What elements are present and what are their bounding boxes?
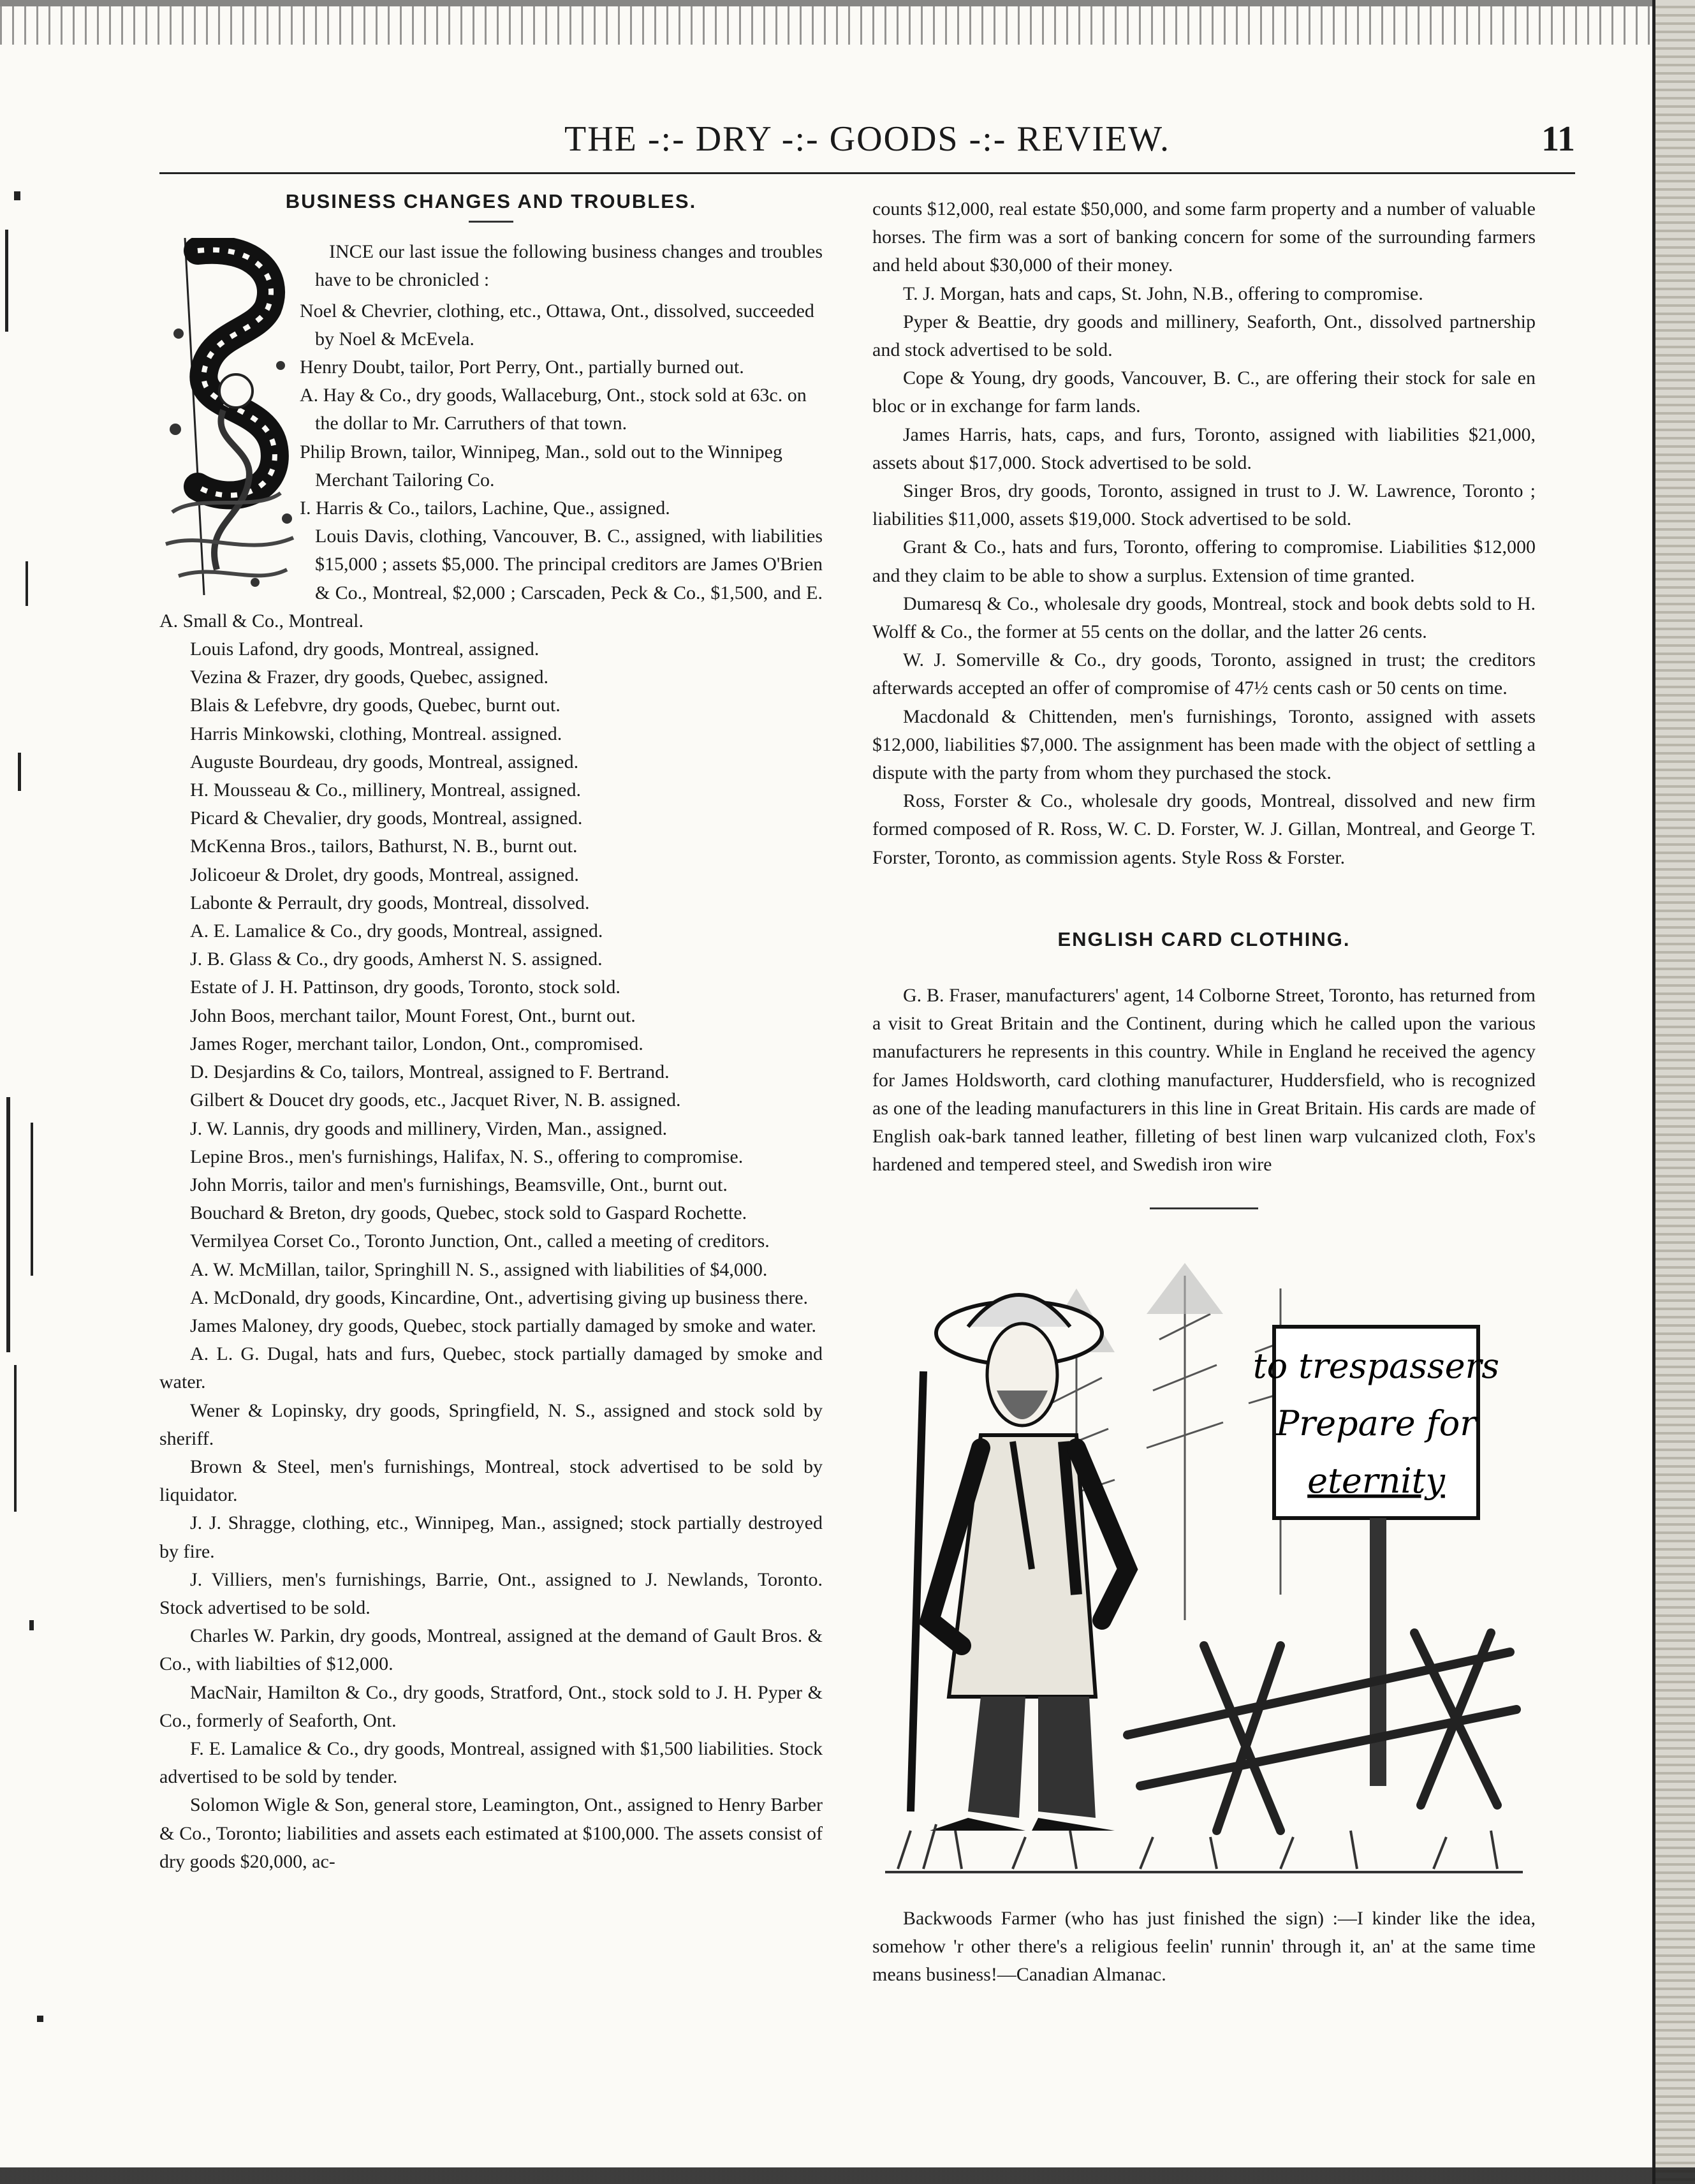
list-item: H. Mousseau & Co., millinery, Montreal, assigned. <box>190 779 581 801</box>
paragraph: A. McDonald, dry goods, Kincardine, Ont., advertising giving up business there. <box>190 1287 809 1308</box>
paragraph: Singer Bros, dry goods, Toronto, assigned in trust to J. W. Lawrence, Toronto ; liabilities $11,000, assets $19,000. Stock advertised to be sold. <box>872 480 1536 530</box>
section-heading-card-clothing: ENGLISH CARD CLOTHING. <box>1057 927 1351 950</box>
paragraph: Brown & Steel, men's furnishings, Montreal, stock advertised to be sold by liquidator. <box>159 1456 823 1506</box>
paragraph: T. J. Morgan, hats and caps, St. John, N.B., offering to compromise. <box>903 283 1423 304</box>
paragraph: James Harris, hats, caps, and furs, Toronto, assigned with liabilities $21,000, assets about $17,000. Stock advertised to be sold. <box>872 424 1536 473</box>
paragraph: G. B. Fraser, manufacturers' agent, 14 Colborne Street, Toronto, has returned from a visit to Great Britain and the Continent, during which he called upon the various manufacturers he represents in this country. While in England he received the agency for James Holdsworth, card clothing manufacturer, Huddersfield, who is recognized as one of the leading manufacturers in this line in Great Britain. His cards are made of English oak-bark tanned leather, filleting of best linen warp vulcanized cloth, Fox's hardened and tempered steel, and Swedish iron wire <box>872 985 1536 1176</box>
list-item: Henry Doubt, tailor, Port Perry, Ont., partially burned out. <box>300 357 744 378</box>
list-item: Noel & Chevrier, clothing, etc., Ottawa, Ont., dissolved, succeeded by Noel & McEvela. <box>300 300 814 350</box>
right-column <box>872 179 1536 2092</box>
paragraph: Grant & Co., hats and furs, Toronto, offering to compromise. Liabilities $12,000 and they claim to be able to show a surplus. Extension of time granted. <box>872 536 1536 586</box>
list-item: John Boos, merchant tailor, Mount Forest, Ont., burnt out. <box>190 1005 636 1026</box>
paragraph: A. W. McMillan, tailor, Springhill N. S., assigned with liabilities of $4,000. <box>190 1258 768 1280</box>
section-heading-business-changes: BUSINESS CHANGES AND TROUBLES. <box>285 190 697 212</box>
list-item: James Roger, merchant tailor, London, Ont., compromised. <box>190 1033 643 1054</box>
paragraph: A. L. G. Dugal, hats and furs, Quebec, stock partially damaged by smoke and water. <box>159 1343 823 1393</box>
sign-text-line-2: Prepare for <box>1275 1403 1477 1443</box>
paragraph: Macdonald & Chittenden, men's furnishings, Toronto, assigned with assets $12,000, liabilities $7,000. The assignment has been made with the object of settling a dispute with the party from whom they purchased the stock. <box>872 705 1536 784</box>
paragraph: F. E. Lamalice & Co., dry goods, Montreal, assigned with $1,500 liabilities. Stock advertised to be sold by tender. <box>159 1738 823 1788</box>
list-item: Louis Davis, clothing, Vancouver, B. C., assigned, with liabilities $15,000 ; assets $5,000. The principal creditors are James O'Brien & Co., Montreal, $2,000 ; Carscaden, Peck & Co., $1,500, and E. A. Small & Co., Montreal. <box>159 526 823 631</box>
paragraph: MacNair, Hamilton & Co., dry goods, Stratford, Ont., stock sold to J. H. Pyper & Co., formerly of Seaforth, Ont. <box>159 1681 823 1731</box>
list-item: Philip Brown, tailor, Winnipeg, Man., sold out to the Winnipeg Merchant Tailoring Co. <box>300 441 782 491</box>
list-item: Jolicoeur & Drolet, dry goods, Montreal, assigned. <box>190 864 579 885</box>
paragraph: Bouchard & Breton, dry goods, Quebec, stock sold to Gaspard Rochette. <box>190 1202 747 1224</box>
page-number: 11 <box>1541 119 1575 159</box>
list-item: McKenna Bros., tailors, Bathurst, N. B., burnt out. <box>190 836 578 857</box>
list-item: Blais & Lefebvre, dry goods, Quebec, burnt out. <box>190 695 561 716</box>
list-item: Auguste Bourdeau, dry goods, Montreal, assigned. <box>190 751 579 772</box>
paragraph: Lepine Bros., men's furnishings, Halifax, N. S., offering to compromise. <box>190 1146 744 1167</box>
list-item: Estate of J. H. Pattinson, dry goods, Toronto, stock sold. <box>190 977 620 998</box>
divider-rule <box>1150 1207 1258 1209</box>
list-item: Picard & Chevalier, dry goods, Montreal, assigned. <box>190 808 583 829</box>
list-item: J. B. Glass & Co., dry goods, Amherst N. S. assigned. <box>190 948 603 970</box>
scan-edge-bottom <box>0 2148 1695 2184</box>
paragraph: Ross, Forster & Co., wholesale dry goods, Montreal, dissolved and new firm formed composed of R. Ross, W. C. D. Forster, W. J. Gillan, Montreal, and George T. Forster, Toronto, as commission agents. Style Ross & Forster. <box>872 790 1536 868</box>
paragraph: Dumaresq & Co., wholesale dry goods, Montreal, stock and book debts sold to H. Wolff & Co., the former at 55 cents on the dollar, and the latter 26 cents. <box>872 593 1536 643</box>
paragraph: Vermilyea Corset Co., Toronto Junction, Ont., called a meeting of creditors. <box>190 1230 770 1252</box>
header-rule <box>159 172 1575 174</box>
list-item: J. W. Lannis, dry goods and millinery, Virden, Man., assigned. <box>190 1118 668 1139</box>
list-item: Harris Minkowski, clothing, Montreal. assigned. <box>190 723 562 744</box>
sign-text-line-3: eternity <box>1307 1460 1445 1501</box>
paragraph: Charles W. Parkin, dry goods, Montreal, assigned at the demand of Gault Bros. & Co., with liabilties of $12,000. <box>159 1625 823 1675</box>
paragraph: Cope & Young, dry goods, Vancouver, B. C., are offering their stock for sale en bloc or in exchange for farm lands. <box>872 367 1536 417</box>
list-item: D. Desjardins & Co, tailors, Montreal, assigned to F. Bertrand. <box>190 1061 670 1083</box>
section-spacer <box>872 872 1536 917</box>
paragraph: James Maloney, dry goods, Quebec, stock partially damaged by smoke and water. <box>190 1315 816 1336</box>
list-item: I. Harris & Co., tailors, Lachine, Que., assigned. <box>300 498 670 519</box>
paragraph: J. J. Shragge, clothing, etc., Winnipeg, Man., assigned; stock partially destroyed by fire. <box>159 1512 823 1562</box>
backwoods-farmer-cartoon <box>885 1237 1523 1888</box>
paragraph: J. Villiers, men's furnishings, Barrie, Ont., assigned to J. Newlands, Toronto. Stock advertised to be sold. <box>159 1568 823 1618</box>
scan-edge-top <box>0 0 1695 45</box>
left-column <box>159 179 823 2092</box>
list-item: Labonte & Perrault, dry goods, Montreal, dissolved. <box>190 892 590 913</box>
paragraph: Pyper & Beattie, dry goods and millinery, Seaforth, Ont., dissolved partnership and stock advertised to be sold. <box>872 311 1536 361</box>
heading-rule <box>469 221 513 223</box>
list-item: A. E. Lamalice & Co., dry goods, Montreal, assigned. <box>190 920 603 942</box>
decorative-initial-s <box>159 238 300 595</box>
paragraph: John Morris, tailor and men's furnishings, Beamsville, Ont., burnt out. <box>190 1174 728 1195</box>
list-item: A. Hay & Co., dry goods, Wallaceburg, Ont., stock sold at 63c. on the dollar to Mr. Carruthers of that town. <box>300 385 807 434</box>
margin-specks <box>0 0 89 2184</box>
list-item: Gilbert & Doucet dry goods, etc., Jacquet River, N. B. assigned. <box>190 1089 681 1111</box>
intro-paragraph: INCE our last issue the following business changes and troubles have to be chronicled : <box>315 241 823 291</box>
scan-edge-right <box>1652 0 1695 2184</box>
paragraph: Wener & Lopinsky, dry goods, Springfield, N. S., assigned and stock sold by sheriff. <box>159 1399 823 1449</box>
sign-text-line-1: to trespassers <box>1252 1345 1500 1386</box>
paragraph: Solomon Wigle & Son, general store, Leamington, Ont., assigned to Henry Barber & Co., Toronto; liabilities and assets each estimated at $100,000. The assets consist of dry goods $20,000, ac- <box>159 1794 823 1872</box>
page-header <box>159 114 1575 165</box>
publication-title: THE -:- DRY -:- GOODS -:- REVIEW. <box>564 119 1170 159</box>
paragraph: W. J. Somerville & Co., dry goods, Toronto, assigned in trust; the creditors afterwards accepted an offer of compromise of 47½ cents cash or 50 cents on time. <box>872 649 1536 699</box>
section-spacer <box>872 959 1536 982</box>
cartoon-caption: Backwoods Farmer (who has just finished the sign) :—I kinder like the idea, somehow 'r other there's a religious feelin' runnin' through it, an' at the same time means business!—Canadian Almanac. <box>872 1907 1536 1985</box>
continued-paragraph: counts $12,000, real estate $50,000, and some farm property and a number of valuable horses. The firm was a sort of banking concern for some of the surrounding farmers and held about $30,000 of their money. <box>872 198 1536 276</box>
list-item: Louis Lafond, dry goods, Montreal, assigned. <box>190 638 539 660</box>
list-item: Vezina & Frazer, dry goods, Quebec, assigned. <box>190 667 548 688</box>
